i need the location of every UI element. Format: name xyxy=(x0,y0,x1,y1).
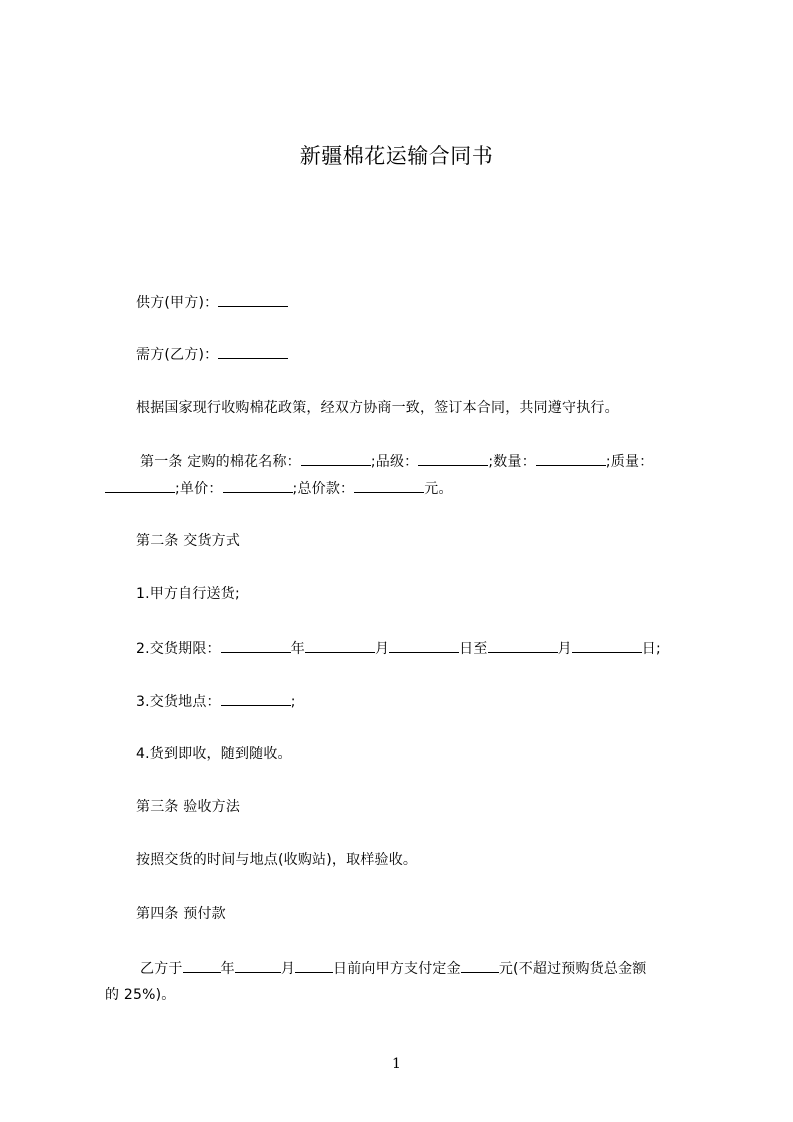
article4-line1 xyxy=(140,959,647,978)
supplier-blank xyxy=(218,293,288,307)
article1-quality: ;质量： xyxy=(605,454,654,470)
price-blank xyxy=(223,479,293,493)
delivery-year-blank xyxy=(221,639,291,653)
demander-label: 需方(乙方)： xyxy=(136,347,219,363)
article4-end-text: 元(不超过预购货总金额 xyxy=(498,961,647,977)
year-label: 年 xyxy=(290,641,305,657)
delivery-period-label: 2.交货期限： xyxy=(136,641,221,657)
prepay-year-blank xyxy=(183,959,221,973)
total-blank xyxy=(354,479,424,493)
delivery-place-blank xyxy=(221,692,291,706)
article4-month-label: 月 xyxy=(280,961,296,977)
article1-grade: ;品级： xyxy=(370,454,419,470)
day-end-label: 日; xyxy=(641,641,661,657)
prepay-month-blank xyxy=(235,959,281,973)
article2-item4: 4.货到即收，随到随收。 xyxy=(136,746,292,762)
article4-prefix: 乙方于 xyxy=(140,961,183,977)
page-number: 1 xyxy=(392,1056,401,1072)
article4-year-label: 年 xyxy=(220,961,235,977)
article2-heading: 第二条 交货方式 xyxy=(136,533,241,549)
article1-total: ;总价款： xyxy=(292,481,355,497)
supplier-label: 供方(甲方)： xyxy=(136,295,219,311)
delivery-place-suffix: ; xyxy=(290,694,296,710)
delivery-day2-blank xyxy=(572,639,642,653)
demander-line xyxy=(136,345,288,364)
article1-quantity: ;数量： xyxy=(488,454,536,470)
article3-text: 按照交货的时间与地点(收购站)，取样验收。 xyxy=(136,852,418,868)
deposit-amount-blank xyxy=(461,959,499,973)
article2-item2 xyxy=(136,639,661,658)
quality-blank xyxy=(105,479,175,493)
grade-blank xyxy=(418,452,488,466)
supplier-line xyxy=(136,293,288,312)
quantity-blank xyxy=(536,452,606,466)
article2-item1: 1.甲方自行送货; xyxy=(136,586,240,602)
demander-blank xyxy=(218,345,288,359)
cotton-name-blank xyxy=(301,452,371,466)
month2-label: 月 xyxy=(557,641,572,657)
delivery-day-blank xyxy=(389,639,459,653)
article1-prefix: 第一条 定购的棉花名称： xyxy=(140,454,301,470)
month-label: 月 xyxy=(374,641,390,657)
article1-yuan: 元。 xyxy=(424,481,453,497)
article1-price: ;单价： xyxy=(175,481,223,497)
article2-item3 xyxy=(136,692,296,711)
article3-heading: 第三条 验收方法 xyxy=(136,799,241,815)
article4-heading: 第四条 预付款 xyxy=(136,906,226,922)
prepay-day-blank xyxy=(295,959,333,973)
intro-paragraph: 根据国家现行收购棉花政策，经双方协商一致，签订本合同，共同遵守执行。 xyxy=(136,400,619,416)
article1-line2 xyxy=(105,479,453,498)
delivery-month2-blank xyxy=(488,639,558,653)
delivery-month-blank xyxy=(305,639,375,653)
delivery-place-label: 3.交货地点： xyxy=(136,694,221,710)
article4-line2: 的 25%)。 xyxy=(105,987,176,1003)
article4-mid-text: 日前向甲方支付定金 xyxy=(333,961,461,977)
document-title: 新疆棉花运输合同书 xyxy=(299,144,494,168)
article1-line1 xyxy=(140,452,653,471)
day-to-label: 日至 xyxy=(459,641,488,657)
